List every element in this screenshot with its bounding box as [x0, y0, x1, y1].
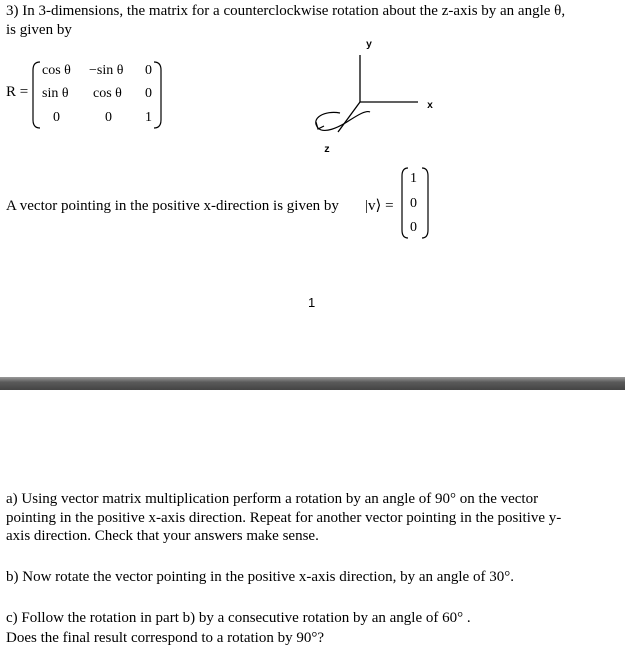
rotation-arrow-icon: [316, 112, 370, 131]
page-number: 1: [308, 295, 316, 310]
vector-description: A vector pointing in the positive x-direction is given by: [6, 198, 339, 214]
vector-component-z: 0: [410, 220, 417, 235]
matrix-cell-r1c1: cos θ: [42, 63, 71, 78]
matrix-cell-r1c3: 0: [145, 63, 152, 78]
y-axis-label: y: [366, 40, 373, 51]
matrix-cell-r1c2: −sin θ: [89, 63, 124, 78]
question-a-line-2: pointing in the positive x-axis direction. Repeat for another vector pointing in the positive y-: [6, 510, 562, 526]
axes-diagram: [300, 40, 440, 155]
question-c-line-2: Does the final result correspond to a rotation by 90°?: [6, 630, 324, 646]
vector-ket: |v⟩ =: [365, 198, 394, 214]
question-b-line-1: b) Now rotate the vector pointing in the positive x-axis direction, by an angle of 30°.: [6, 569, 514, 585]
matrix-cell-r3c1: 0: [53, 110, 60, 125]
matrix-cell-r2c3: 0: [145, 86, 152, 101]
question-a-line-3: axis direction. Check that your answers make sense.: [6, 528, 319, 544]
matrix-cell-r3c3: 1: [145, 110, 152, 125]
question-c-line-1: c) Follow the rotation in part b) by a consecutive rotation by an angle of 60° .: [6, 610, 471, 626]
rotation-matrix: [0, 55, 170, 135]
page-separator: [0, 377, 625, 390]
question-a-line-1: a) Using vector matrix multiplication perform a rotation by an angle of 90° on the vector: [6, 491, 539, 507]
x-axis-label: x: [427, 101, 434, 112]
matrix-cell-r3c2: 0: [105, 110, 112, 125]
z-axis-label: z: [324, 145, 331, 156]
matrix-cell-r2c1: sin θ: [42, 86, 69, 101]
matrix-label: R =: [6, 84, 29, 100]
z-axis-line: [338, 102, 360, 132]
vector-component-x: 1: [410, 171, 417, 186]
problem-intro-line-2: is given by: [6, 22, 72, 38]
vector-component-y: 0: [410, 196, 417, 211]
matrix-cell-r2c2: cos θ: [93, 86, 122, 101]
problem-intro-line-1: 3) In 3-dimensions, the matrix for a counterclockwise rotation about the z-axis by an angle θ,: [6, 3, 566, 19]
